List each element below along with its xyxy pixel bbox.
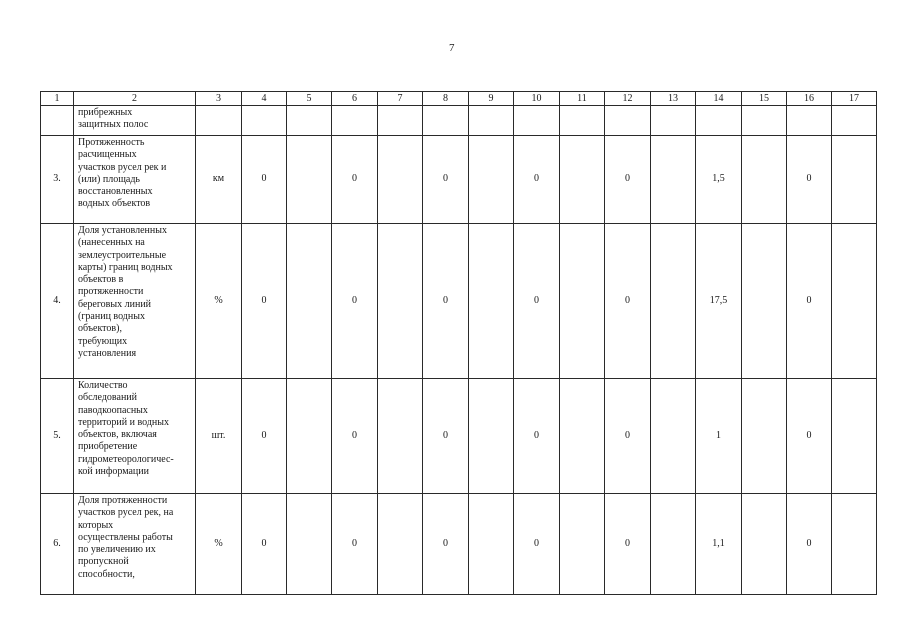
- column-number: 10: [514, 92, 560, 106]
- table-row: [41, 224, 877, 379]
- column-number: 14: [696, 92, 742, 106]
- value-cell: 1: [696, 379, 742, 494]
- empty-cell: [378, 106, 423, 136]
- value-cell: 0: [787, 494, 832, 595]
- table-row: [41, 379, 877, 494]
- value-cell: 0: [787, 224, 832, 379]
- indicator-name-line: протяженности: [78, 286, 144, 298]
- value-cell: 0: [514, 494, 560, 595]
- indicator-name-line: территорий и водных: [78, 416, 169, 428]
- value-cell: 0: [332, 379, 378, 494]
- column-number: 11: [560, 92, 605, 106]
- column-number: 3: [196, 92, 242, 106]
- column-number: 17: [832, 92, 877, 106]
- indicator-name-line: карты) границ водных: [78, 261, 173, 273]
- indicator-name-line: объектов, включая: [78, 429, 157, 441]
- empty-cell: [832, 379, 877, 494]
- value-cell: [696, 106, 742, 136]
- value-cell: 0: [514, 379, 560, 494]
- value-cell: [787, 106, 832, 136]
- indicator-name-line: прибрежных: [78, 107, 133, 118]
- value-cell: 0: [423, 224, 469, 379]
- indicator-name: [74, 494, 196, 595]
- column-number: 4: [242, 92, 287, 106]
- value-cell: 1,1: [696, 494, 742, 595]
- empty-cell: [651, 224, 696, 379]
- indicator-name-line: объектов в: [78, 274, 124, 286]
- value-cell: [332, 106, 378, 136]
- row-number: 4.: [41, 224, 74, 379]
- value-cell: 0: [605, 494, 651, 595]
- empty-cell: [560, 136, 605, 224]
- indicator-name: [74, 224, 196, 379]
- value-cell: 0: [332, 136, 378, 224]
- empty-cell: [560, 379, 605, 494]
- empty-cell: [651, 136, 696, 224]
- column-number: 9: [469, 92, 514, 106]
- indicator-name-line: участков русел рек и: [78, 161, 167, 173]
- page-number: 7: [449, 42, 455, 54]
- column-number: 8: [423, 92, 469, 106]
- indicator-name-line: кой информации: [78, 466, 149, 478]
- indicator-name: [74, 106, 196, 136]
- empty-cell: [832, 494, 877, 595]
- indicator-name-line: Доля установленных: [78, 225, 167, 236]
- column-number: 13: [651, 92, 696, 106]
- empty-cell: [378, 136, 423, 224]
- column-number: 2: [74, 92, 196, 106]
- empty-cell: [469, 136, 514, 224]
- unit-cell: [196, 106, 242, 136]
- row-number: 6.: [41, 494, 74, 595]
- empty-cell: [651, 106, 696, 136]
- value-cell: [242, 106, 287, 136]
- value-cell: 1,5: [696, 136, 742, 224]
- indicator-name-line: которых: [78, 519, 114, 531]
- empty-cell: [469, 224, 514, 379]
- table-row: [41, 106, 877, 136]
- table-row: [41, 136, 877, 224]
- value-cell: 0: [787, 379, 832, 494]
- empty-cell: [832, 224, 877, 379]
- indicator-name: [74, 136, 196, 224]
- indicator-name-line: по увеличению их: [78, 544, 156, 556]
- indicator-name-line: требующих: [78, 335, 128, 347]
- indicator-name-line: защитных полос: [78, 119, 149, 131]
- indicator-name-line: водных объектов: [78, 198, 151, 210]
- column-number: 5: [287, 92, 332, 106]
- unit-cell: шт.: [196, 379, 242, 494]
- indicator-name-line: Количество: [78, 380, 128, 391]
- value-cell: 0: [605, 136, 651, 224]
- unit-cell: %: [196, 224, 242, 379]
- indicator-name-line: осуществлены работы: [78, 531, 173, 543]
- indicator-name-line: береговых линий: [78, 298, 152, 310]
- indicator-name-line: гидрометеорологичес-: [78, 453, 174, 465]
- row-number: 5.: [41, 379, 74, 494]
- empty-cell: [287, 224, 332, 379]
- indicator-name-line: пропускной: [78, 556, 129, 568]
- column-number: 7: [378, 92, 423, 106]
- value-cell: 0: [242, 494, 287, 595]
- row-number: 3.: [41, 136, 74, 224]
- empty-cell: [560, 106, 605, 136]
- value-cell: 0: [514, 136, 560, 224]
- empty-cell: [378, 494, 423, 595]
- indicator-name-line: Доля протяженности: [78, 495, 168, 506]
- empty-cell: [651, 379, 696, 494]
- empty-cell: [287, 494, 332, 595]
- value-cell: 0: [423, 379, 469, 494]
- empty-cell: [378, 224, 423, 379]
- indicators-table: [40, 91, 877, 595]
- value-cell: [423, 106, 469, 136]
- value-cell: 17,5: [696, 224, 742, 379]
- indicator-name-line: (или) площадь: [78, 173, 140, 185]
- column-number: 1: [41, 92, 74, 106]
- empty-cell: [287, 106, 332, 136]
- column-number: 6: [332, 92, 378, 106]
- value-cell: 0: [332, 494, 378, 595]
- empty-cell: [651, 494, 696, 595]
- indicator-name-line: (нанесенных на: [78, 237, 145, 249]
- column-number: 12: [605, 92, 651, 106]
- value-cell: 0: [605, 379, 651, 494]
- row-number: [41, 106, 74, 136]
- empty-cell: [469, 494, 514, 595]
- indicator-name-line: участков русел рек, на: [78, 507, 174, 519]
- empty-cell: [742, 224, 787, 379]
- value-cell: 0: [242, 379, 287, 494]
- indicator-name-line: объектов),: [78, 323, 122, 335]
- empty-cell: [287, 379, 332, 494]
- indicator-name-line: способности,: [78, 568, 135, 580]
- table-row: [41, 494, 877, 595]
- empty-cell: [469, 106, 514, 136]
- value-cell: 0: [605, 224, 651, 379]
- indicator-name: [74, 379, 196, 494]
- value-cell: 0: [242, 136, 287, 224]
- unit-cell: км: [196, 136, 242, 224]
- empty-cell: [742, 136, 787, 224]
- empty-cell: [832, 106, 877, 136]
- indicator-name-line: установления: [78, 347, 137, 359]
- empty-cell: [560, 494, 605, 595]
- unit-cell: %: [196, 494, 242, 595]
- column-number: 15: [742, 92, 787, 106]
- value-cell: [514, 106, 560, 136]
- value-cell: [605, 106, 651, 136]
- value-cell: 0: [423, 494, 469, 595]
- value-cell: 0: [423, 136, 469, 224]
- indicator-name-line: расчищенных: [78, 149, 137, 161]
- empty-cell: [287, 136, 332, 224]
- value-cell: 0: [242, 224, 287, 379]
- empty-cell: [742, 379, 787, 494]
- value-cell: 0: [332, 224, 378, 379]
- empty-cell: [560, 224, 605, 379]
- empty-cell: [378, 379, 423, 494]
- empty-cell: [469, 379, 514, 494]
- indicator-name-line: восстановленных: [78, 186, 153, 198]
- indicator-name-line: обследований: [78, 392, 137, 404]
- empty-cell: [832, 136, 877, 224]
- value-cell: 0: [514, 224, 560, 379]
- value-cell: 0: [787, 136, 832, 224]
- column-number-row: [41, 92, 877, 106]
- column-number: 16: [787, 92, 832, 106]
- indicator-name-line: землеустроительные: [78, 249, 167, 261]
- indicator-name-line: Протяженность: [78, 137, 145, 148]
- indicator-name-line: паводкоопасных: [78, 404, 148, 416]
- empty-cell: [742, 494, 787, 595]
- indicator-name-line: (границ водных: [78, 311, 145, 323]
- empty-cell: [742, 106, 787, 136]
- indicator-name-line: приобретение: [78, 441, 138, 453]
